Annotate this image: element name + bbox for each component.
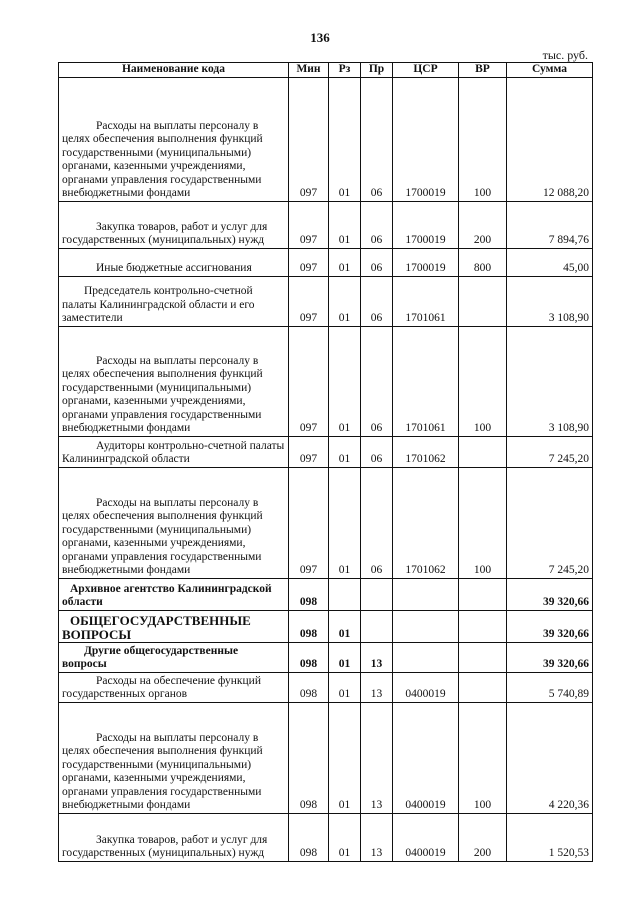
row-rz: 01	[329, 436, 361, 467]
table-row	[59, 610, 593, 642]
row-csr: 1701062	[393, 467, 459, 578]
row-sum: 7 245,20	[507, 436, 593, 467]
row-min: 097	[289, 201, 329, 248]
header-rz: Рз	[329, 63, 361, 78]
table-header-row	[59, 63, 593, 78]
row-sum: 3 108,90	[507, 276, 593, 326]
row-min: 098	[289, 610, 329, 642]
table-row	[59, 642, 593, 672]
row-rz: 01	[329, 672, 361, 702]
header-name: Наименование кода	[59, 63, 289, 78]
row-name: Расходы на выплаты персоналу в целях обеспечения выполнения функций государственными (муниципальными) органами, казенными учреждениями, органами управления государственными внебюджетными фондами	[59, 467, 289, 578]
table-row	[59, 467, 593, 578]
table-row	[59, 578, 593, 610]
row-name: Аудиторы контрольно-счетной палаты Калининградской области	[59, 436, 289, 467]
row-vr: 200	[459, 201, 507, 248]
row-pr: 06	[361, 436, 393, 467]
row-vr	[459, 610, 507, 642]
row-pr	[361, 578, 393, 610]
row-csr: 0400019	[393, 813, 459, 861]
row-pr	[361, 610, 393, 642]
row-sum: 7 245,20	[507, 467, 593, 578]
row-vr: 100	[459, 77, 507, 201]
row-name: Расходы на выплаты персоналу в целях обеспечения выполнения функций государственными (муниципальными) органами, казенными учреждениями, органами управления государственными внебюджетными фондами	[59, 77, 289, 201]
row-vr	[459, 578, 507, 610]
row-min: 098	[289, 813, 329, 861]
row-pr: 06	[361, 201, 393, 248]
row-csr	[393, 578, 459, 610]
row-name: Закупка товаров, работ и услуг для государственных (муниципальных) нужд	[59, 201, 289, 248]
table-row	[59, 813, 593, 861]
row-csr: 1700019	[393, 201, 459, 248]
row-min: 097	[289, 467, 329, 578]
row-vr: 100	[459, 467, 507, 578]
header-csr: ЦСР	[393, 63, 459, 78]
row-vr: 100	[459, 702, 507, 813]
row-min: 098	[289, 672, 329, 702]
row-csr: 1701061	[393, 326, 459, 436]
row-rz: 01	[329, 702, 361, 813]
row-vr	[459, 642, 507, 672]
row-pr: 06	[361, 248, 393, 276]
row-pr: 06	[361, 77, 393, 201]
row-sum: 45,00	[507, 248, 593, 276]
row-min: 097	[289, 248, 329, 276]
row-min: 098	[289, 702, 329, 813]
row-csr: 0400019	[393, 672, 459, 702]
table-row	[59, 436, 593, 467]
row-rz: 01	[329, 248, 361, 276]
table-row	[59, 77, 593, 201]
budget-table	[58, 62, 593, 862]
row-pr: 06	[361, 467, 393, 578]
row-rz	[329, 578, 361, 610]
header-min: Мин	[289, 63, 329, 78]
row-sum: 39 320,66	[507, 578, 593, 610]
row-pr: 13	[361, 813, 393, 861]
row-csr: 1700019	[393, 77, 459, 201]
row-rz: 01	[329, 813, 361, 861]
header-pr: Пр	[361, 63, 393, 78]
row-pr: 13	[361, 642, 393, 672]
table-row	[59, 326, 593, 436]
row-rz: 01	[329, 276, 361, 326]
row-vr: 200	[459, 813, 507, 861]
row-pr: 06	[361, 326, 393, 436]
page-number: 136	[310, 30, 330, 45]
table-row	[59, 672, 593, 702]
row-rz: 01	[329, 77, 361, 201]
row-name: Другие общегосударственные вопросы	[59, 642, 289, 672]
header-sum: Сумма	[507, 63, 593, 78]
row-csr: 1701062	[393, 436, 459, 467]
row-sum: 12 088,20	[507, 77, 593, 201]
row-min: 098	[289, 642, 329, 672]
row-vr: 800	[459, 248, 507, 276]
row-min: 097	[289, 326, 329, 436]
row-csr	[393, 610, 459, 642]
row-name: Иные бюджетные ассигнования	[59, 248, 289, 276]
table-row	[59, 201, 593, 248]
row-sum: 4 220,36	[507, 702, 593, 813]
header-vr: ВР	[459, 63, 507, 78]
row-rz: 01	[329, 326, 361, 436]
row-vr	[459, 276, 507, 326]
row-csr: 0400019	[393, 702, 459, 813]
row-min: 098	[289, 578, 329, 610]
table-row	[59, 276, 593, 326]
units-label: тыс. руб.	[542, 48, 588, 62]
row-csr: 1701061	[393, 276, 459, 326]
row-name: Расходы на выплаты персоналу в целях обеспечения выполнения функций государственными (муниципальными) органами, казенными учреждениями, органами управления государственными внебюджетными фондами	[59, 702, 289, 813]
row-name: Председатель контрольно-счетной палаты Калининградской области и его заместители	[59, 276, 289, 326]
row-min: 097	[289, 276, 329, 326]
row-csr: 1700019	[393, 248, 459, 276]
row-vr	[459, 436, 507, 467]
row-rz: 01	[329, 201, 361, 248]
row-vr	[459, 672, 507, 702]
row-min: 097	[289, 436, 329, 467]
row-pr: 13	[361, 702, 393, 813]
table-row	[59, 248, 593, 276]
row-sum: 39 320,66	[507, 642, 593, 672]
row-name: Расходы на выплаты персоналу в целях обеспечения выполнения функций государственными (муниципальными) органами, казенными учреждениями, органами управления государственными внебюджетными фондами	[59, 326, 289, 436]
row-sum: 3 108,90	[507, 326, 593, 436]
row-rz: 01	[329, 467, 361, 578]
row-sum: 7 894,76	[507, 201, 593, 248]
row-sum: 1 520,53	[507, 813, 593, 861]
row-rz: 01	[329, 642, 361, 672]
row-sum: 5 740,89	[507, 672, 593, 702]
row-pr: 13	[361, 672, 393, 702]
row-name: Архивное агентство Калининградской области	[59, 578, 289, 610]
row-name: Расходы на обеспечение функций государственных органов	[59, 672, 289, 702]
row-min: 097	[289, 77, 329, 201]
row-rz: 01	[329, 610, 361, 642]
row-name: ОБЩЕГОСУДАРСТВЕННЫЕ ВОПРОСЫ	[59, 610, 289, 642]
row-sum: 39 320,66	[507, 610, 593, 642]
row-csr	[393, 642, 459, 672]
row-pr: 06	[361, 276, 393, 326]
table-row	[59, 702, 593, 813]
row-name: Закупка товаров, работ и услуг для государственных (муниципальных) нужд	[59, 813, 289, 861]
row-vr: 100	[459, 326, 507, 436]
